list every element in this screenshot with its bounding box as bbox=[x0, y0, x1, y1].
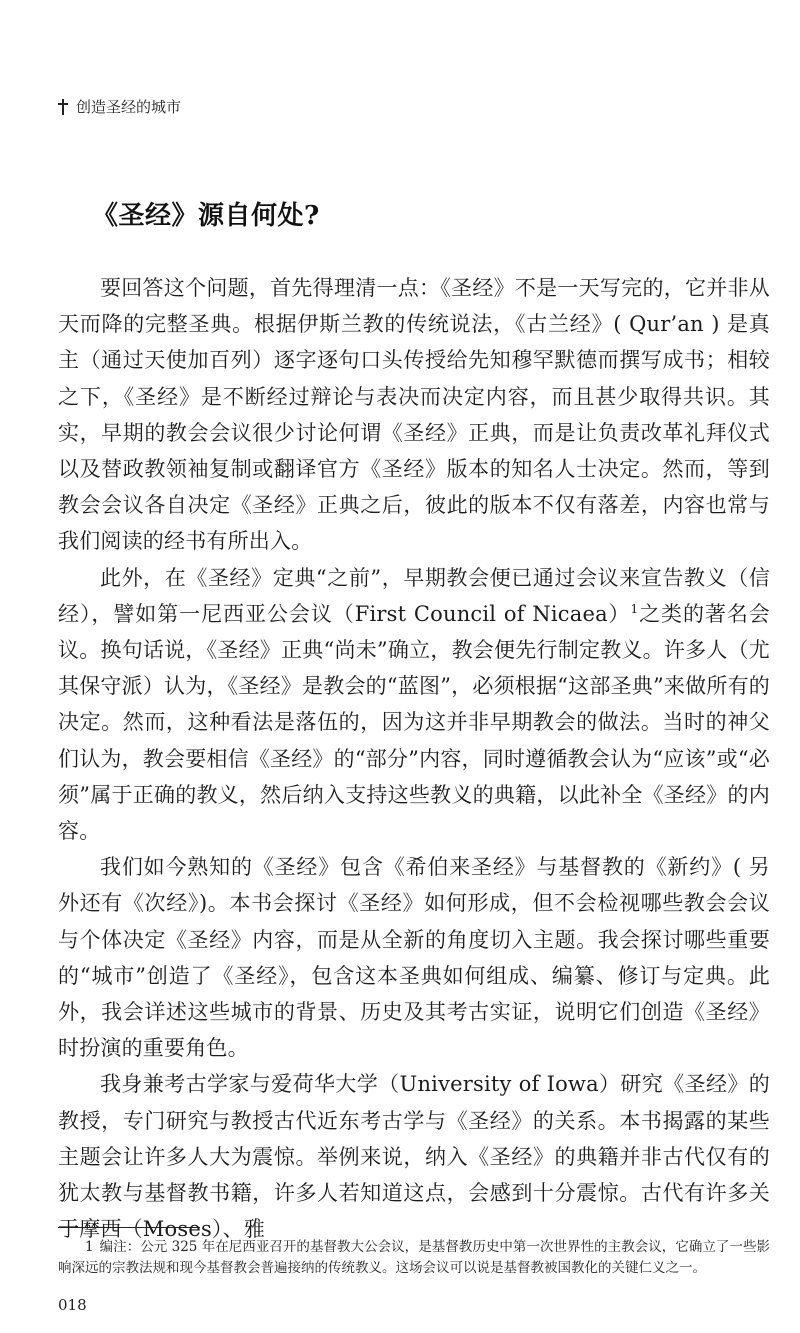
running-title: 创造圣经的城市 bbox=[76, 98, 182, 116]
footnote-label: 编注： bbox=[99, 1239, 141, 1255]
footnote-number: 1 bbox=[85, 1239, 94, 1255]
running-header bbox=[58, 96, 181, 117]
paragraph-1: 要回答这个问题，首先得理清一点：《圣经》不是一天写完的，它并非从天而降的完整圣典。根据伊斯兰教的传统说法，《古兰经》( Qur’an ) 是真主（通过天使加百列）逐字逐句口头传授给先知穆罕默德而撰写成书；相较之下，《圣经》是不断经过辩论与表决而决定内容，而且甚少取得共识。其实，早期的教会会议很少讨论何谓《圣经》正典，而是让负责改革礼拜仪式以及替政教领袖复制或翻译官方《圣经》版本的知名人士决定。然而，等到教会会议各自决定《圣经》正典之后，彼此的版本不仅有落差，内容也常与我们阅读的经书有所出入。 bbox=[58, 276, 770, 554]
paragraph-3: 我们如今熟知的《圣经》包含《希伯来圣经》与基督教的《新约》( 另外还有《次经》)。本书会探讨《圣经》如何形成，但不会检视哪些教会会议与个体决定《圣经》内容，而是从全新的角度切入主题。我会探讨哪些重要的“城市”创造了《圣经》，包含这本圣典如何组成、编纂、修订与定典。此外，我会详述这些城市的背景、历史及其考古实证，说明它们创造《圣经》时扮演的重要角色。 bbox=[58, 855, 770, 1061]
footnote-divider bbox=[58, 1227, 200, 1228]
paragraph-2-part-2: 之类的著名会议。换句话说，《圣经》正典“尚未”确立，教会便先行制定教义。许多人（尤其保守派）认为，《圣经》是教会的“蓝图”，必须根据“这部圣典”来做所有的决定。然而，这种看法是落伍的，因为这并非早期教会的做法。当时的神父们认为，教会要相信《圣经》的“部分”内容，同时遵循教会认为“应该”或“必须”属于正确的教义，然后纳入支持这些教义的典籍，以此补全《圣经》的内容。 bbox=[58, 601, 771, 844]
page-number: 018 bbox=[58, 1296, 87, 1314]
footnote-text: 公元 325 年在尼西亚召开的基督教大公会议，是基督教历史中第一次世界性的主教会议，它确立了一些影响深远的宗教法规和现今基督教会普遍接纳的传统教义。这场会议可以说是基督教被国教化的关键仁义之一。 bbox=[58, 1239, 771, 1276]
footnote-marker[interactable]: 1 bbox=[630, 601, 639, 616]
body-text bbox=[58, 270, 770, 1247]
footnote bbox=[58, 1237, 770, 1279]
cross-icon bbox=[58, 99, 68, 115]
paragraph-2-part-1: 此外，在《圣经》定典“之前”，早期教会便已通过会议来宣告教义（信经），譬如第一尼西亚公会议（First Council of Nicaea） bbox=[58, 565, 770, 626]
paragraph-4: 我身兼考古学家与爱荷华大学（University of Iowa）研究《圣经》的教授，专门研究与教授古代近东考古学与《圣经》的关系。本书揭露的某些主题会让许多人大为震惊。举例来说，纳入《圣经》的典籍并非古代仅有的犹太教与基督教书籍，许多人若知道这点，会感到十分震惊。古代有许多关于摩西（Moses）、雅 bbox=[58, 1072, 770, 1242]
section-title: 《圣经》源自何处? bbox=[92, 201, 320, 231]
paragraph-2 bbox=[58, 560, 770, 850]
